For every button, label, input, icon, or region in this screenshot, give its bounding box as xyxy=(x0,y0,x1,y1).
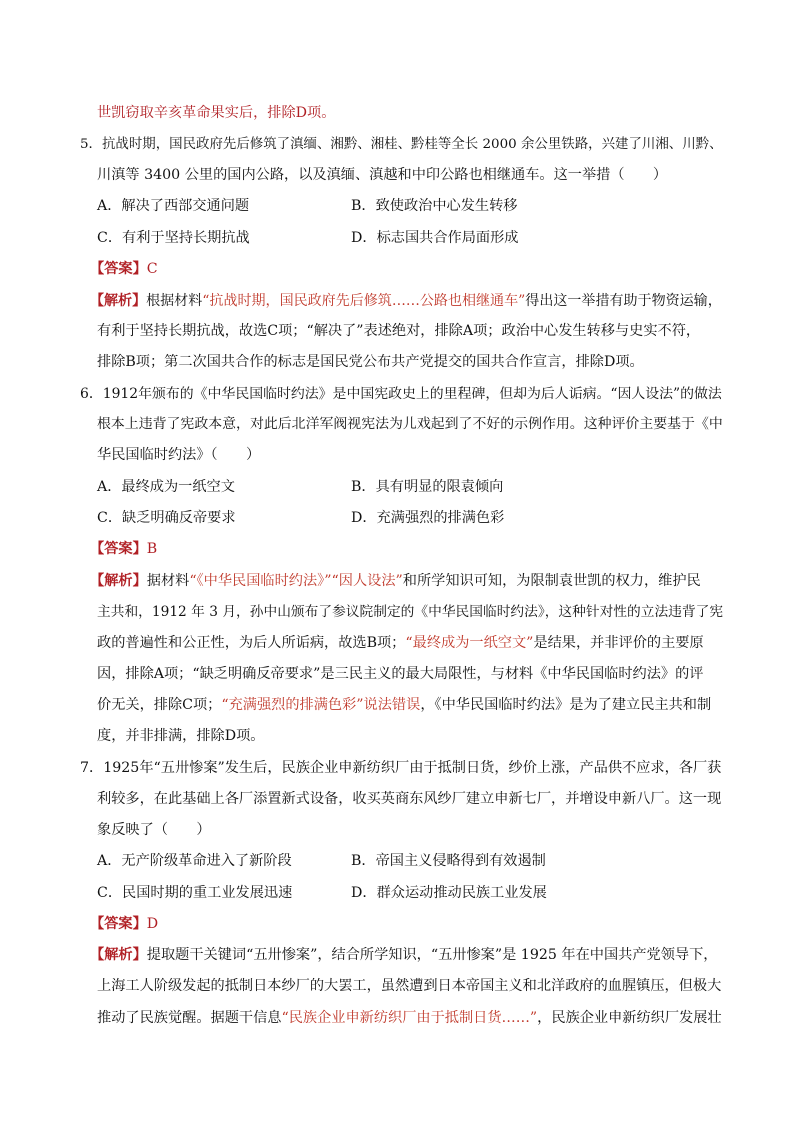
q7-analysis-quote: “民族企业申新纺织厂由于抵制日货……” xyxy=(281,1010,538,1026)
q7-analysis-tag: 【解析】 xyxy=(90,947,147,963)
q6-stem-line-2: 根本上违背了宪政本意，对此后北洋军阀视宪法为儿戏起到了不好的示例作用。这种评价主要基于《中 xyxy=(97,416,723,432)
q6-option-b: B．具有明显的限袁倾向 xyxy=(351,479,504,495)
q6-analysis-text: 政的普遍性和公正性，为后人所诟病，故选B项； xyxy=(97,635,406,651)
q6-option-c: C．缺乏明确反帝要求 xyxy=(97,510,236,526)
q6-analysis-line-2: 主共和，1912 年 3 月，孙中山颁布了参议院制定的《中华民国临时约法》，这种针对性的立法违背了宪 xyxy=(97,604,724,620)
q7-analysis-text: ，民族企业申新纺织厂发展壮 xyxy=(537,1010,722,1026)
q6-analysis-text: 据材料 xyxy=(146,573,190,589)
q5-option-b: B．致使政治中心发生转移 xyxy=(351,198,518,214)
q7-stem-line-2: 利较多，在此基础上各厂添置新式设备，收买英商东风纱厂建立申新七厂，并增设申新八厂。这一现 xyxy=(97,791,722,807)
q6-analysis-line-1 xyxy=(90,571,701,591)
q7-stem-line-3: 象反映了（ ） xyxy=(97,822,211,838)
q5-analysis-tag: 【解析】 xyxy=(90,293,147,309)
q5-analysis-line-1 xyxy=(90,291,722,311)
q6-answer-tag: 【答案】 xyxy=(90,541,147,557)
q5-answer-value: C xyxy=(146,261,158,277)
q6-analysis-line-5 xyxy=(97,695,711,715)
q6-option-a: A．最终成为一纸空文 xyxy=(97,479,235,495)
q6-analysis-text: ，《中华民国临时约法》是为了建立民主共和制 xyxy=(420,697,712,713)
q5-option-d: D．标志国共合作局面形成 xyxy=(351,230,519,246)
q5-analysis-text: 得出这一举措有助于物资运输， xyxy=(525,293,722,309)
q6-answer-line xyxy=(90,539,157,559)
q5-option-c: C．有利于坚持长期抗战 xyxy=(97,230,250,246)
q5-answer-tag: 【答案】 xyxy=(90,261,147,277)
q7-option-a: A．无产阶级革命进入了新阶段 xyxy=(97,853,292,869)
q5-analysis-quote: “抗战时期，国民政府先后修筑……公路也相继通车” xyxy=(202,293,526,309)
q7-analysis-line-3 xyxy=(97,1008,722,1028)
q6-stem-line-1: 6．1912年颁布的《中华民国临时约法》是中国宪政史上的里程碑，但却为后人诟病。“因人设法”的做法 xyxy=(80,386,722,402)
q5-analysis-line-3: 排除B项；第二次国共合作的标志是国民党公布共产党提交的国共合作宣言，排除D项。 xyxy=(97,354,644,370)
q6-answer-value: B xyxy=(146,541,158,557)
q6-analysis-line-4: 因，排除A项；“缺乏明确反帝要求”是三民主义的最大局限性，与材料《中华民国临时约法》的评 xyxy=(97,666,704,682)
q5-stem-line-2: 川滇等 3400 公里的国内公路，以及滇缅、滇越和中印公路也相继通车。这一举措（ ） xyxy=(97,167,668,183)
q7-analysis-text: 推动了民族觉醒。据题干信息 xyxy=(97,1010,282,1026)
q6-analysis-line-6: 度，并非排满，排除D项。 xyxy=(97,728,265,744)
q7-answer-line xyxy=(90,914,158,934)
q6-analysis-quote: “充满强烈的排满色彩”说法错误 xyxy=(221,697,421,713)
q7-analysis-line-1 xyxy=(90,945,717,965)
q5-answer-line xyxy=(90,259,158,279)
q5-option-a: A．解决了西部交通问题 xyxy=(97,198,250,214)
q7-analysis-line-2: 上海工人阶级发起的抵制日本纱厂的大罢工，虽然遭到日本帝国主义和北洋政府的血腥镇压，但极大 xyxy=(97,978,722,994)
q6-stem-line-3: 华民国临时约法》（ ） xyxy=(97,447,261,463)
q7-answer-value: D xyxy=(146,916,159,932)
prev-analysis-tail: 世凯窃取辛亥革命果实后，排除D项。 xyxy=(97,105,336,121)
q7-option-b: B．帝国主义侵略得到有效遏制 xyxy=(351,853,546,869)
q6-option-d: D．充满强烈的排满色彩 xyxy=(351,510,505,526)
q6-analysis-quote: “最终成为一纸空文” xyxy=(405,635,534,651)
q6-analysis-line-3 xyxy=(97,633,704,653)
q7-option-c: C．民国时期的重工业发展迅速 xyxy=(97,885,293,901)
q5-analysis-line-2: 有利于坚持长期抗战，故选C项；“解决了”表述绝对，排除A项；政治中心发生转移与史实不符， xyxy=(97,323,701,339)
q6-analysis-quote: “《中华民国临时约法》”“因人设法” xyxy=(189,573,403,589)
q7-stem-line-1: 7．1925年“五卅惨案”发生后，民族企业申新纺织厂由于抵制日货，纱价上涨，产品供不应求，各厂获 xyxy=(80,760,722,776)
q5-stem-line-1: 5．抗战时期，国民政府先后修筑了滇缅、湘黔、湘桂、黔桂等全长 2000 余公里铁路，兴建了川湘、川黔、 xyxy=(80,137,723,152)
q7-answer-tag: 【答案】 xyxy=(90,916,147,932)
q6-analysis-text: 价无关，排除C项； xyxy=(97,697,222,713)
q6-analysis-text: 和所学知识可知，为限制袁世凯的权力，维护民 xyxy=(402,573,701,589)
q6-analysis-tag: 【解析】 xyxy=(90,573,147,589)
q6-analysis-text: 是结果，并非评价的主要原 xyxy=(533,635,704,651)
q7-option-d: D．群众运动推动民族工业发展 xyxy=(351,885,547,901)
q7-analysis-text: 提取题干关键词“五卅惨案”，结合所学知识，“五卅惨案”是 1925 年在中国共产党领导下， xyxy=(146,947,718,963)
q5-analysis-text: 根据材料 xyxy=(146,293,203,309)
